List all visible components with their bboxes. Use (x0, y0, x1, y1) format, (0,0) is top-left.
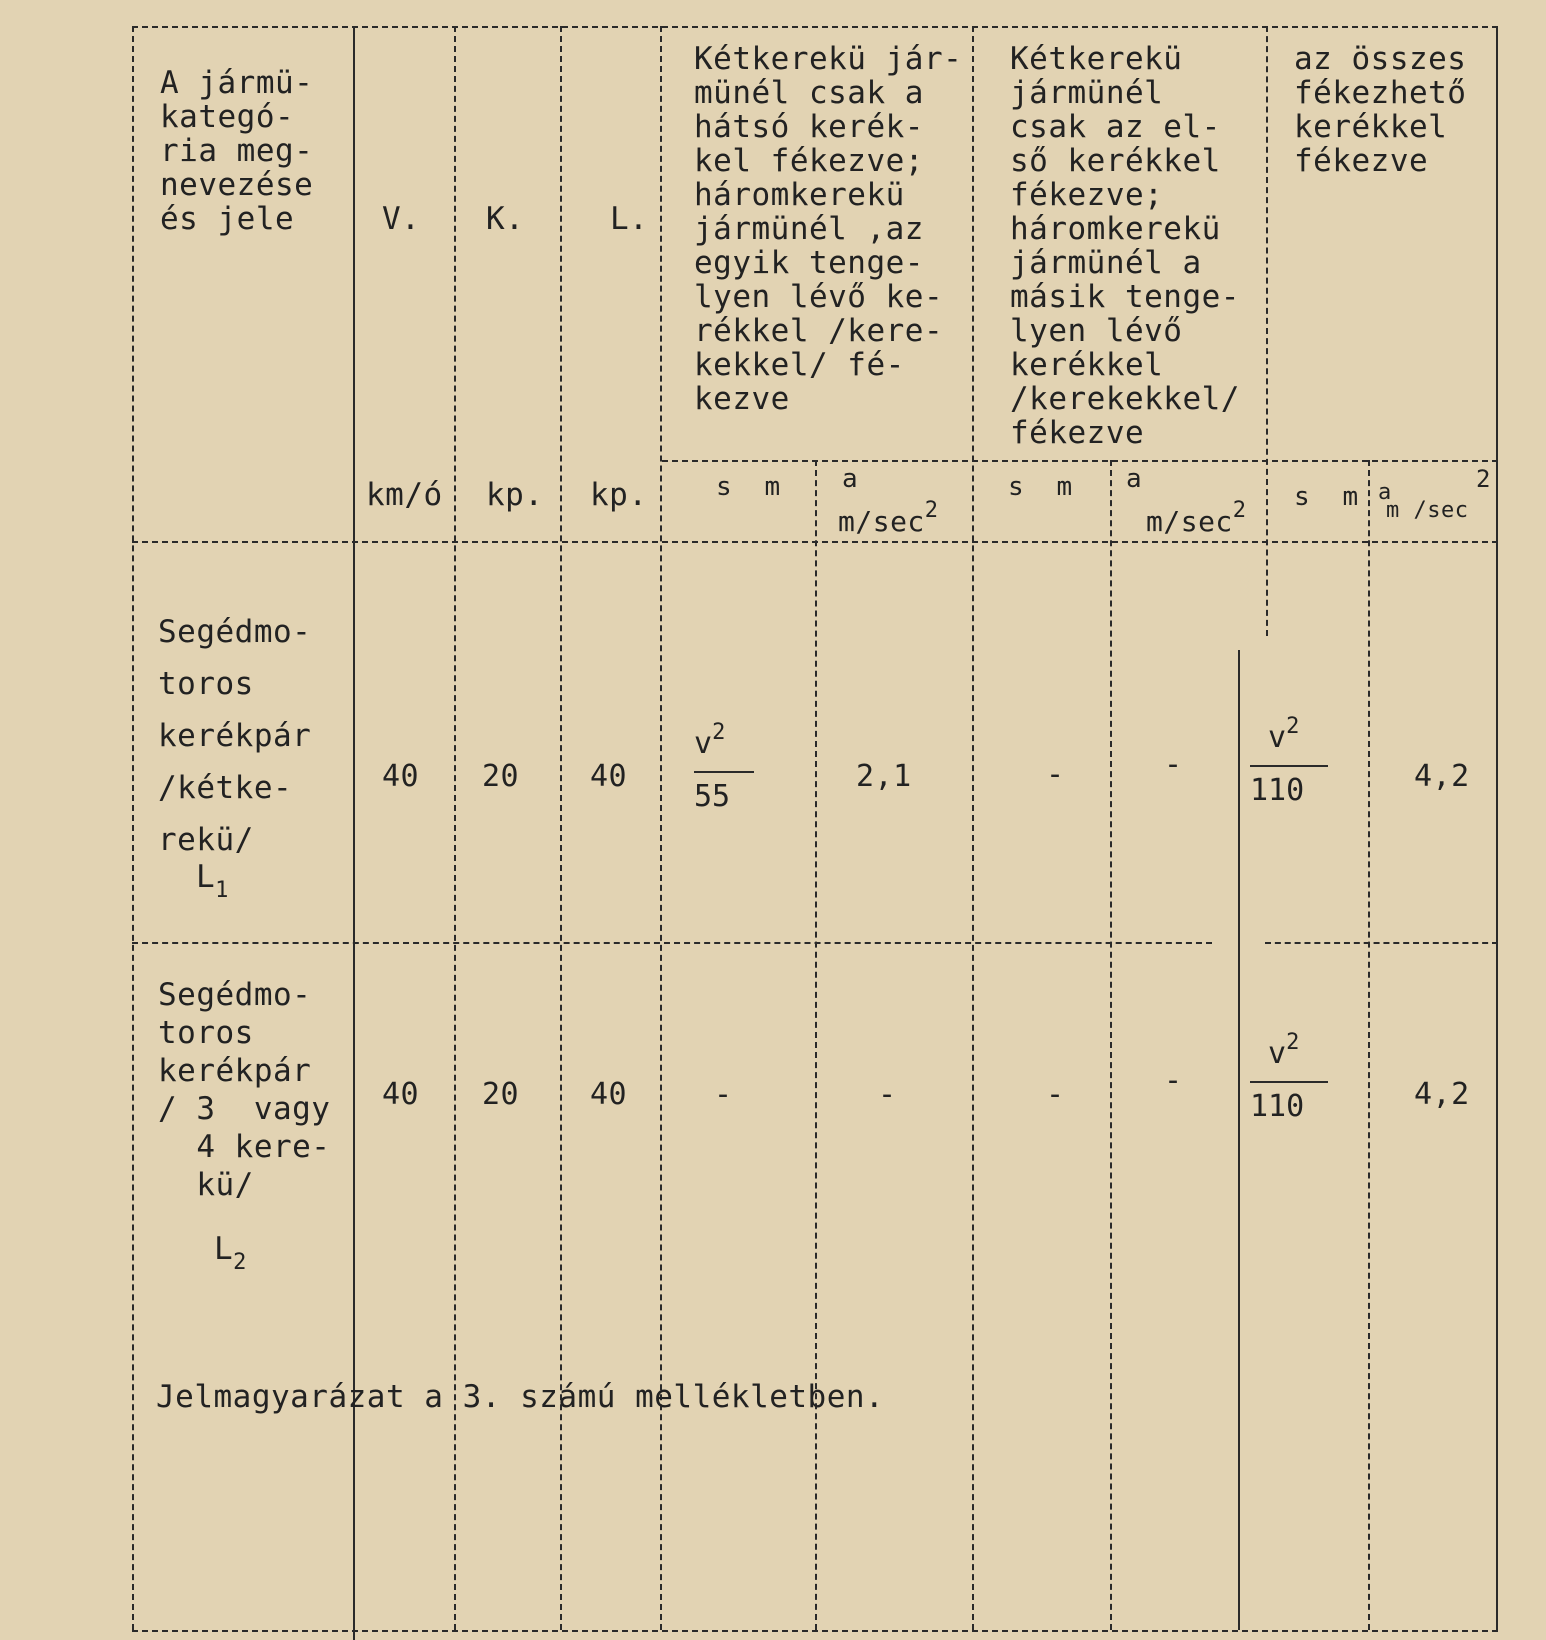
row2-k: 20 (482, 1077, 520, 1112)
unit-s1: s m (716, 472, 781, 502)
col-border-5 (815, 460, 817, 1630)
header-k: K. (486, 201, 525, 237)
row1-l: 40 (590, 759, 628, 794)
table-top-border (132, 26, 1498, 28)
row2-s3-num-sq: 2 (1286, 1030, 1300, 1055)
row1-s1-num-v: v (694, 726, 713, 761)
unit-a2: a (1126, 464, 1143, 494)
unit-a1-unit (838, 494, 939, 539)
header-l: L. (610, 201, 649, 237)
row1-k: 20 (482, 759, 520, 794)
row1-symbol-letter: L (196, 859, 216, 895)
row1-a2: - (1164, 747, 1183, 782)
row2-s3-num-v: v (1268, 1036, 1287, 1071)
row2-a3: 4,2 (1414, 1077, 1470, 1112)
unit-v: km/ó (366, 477, 443, 513)
table-bottom-border (132, 1630, 1498, 1632)
row2-v: 40 (382, 1077, 420, 1112)
row2-symbol (214, 1232, 247, 1280)
col-border-7 (1110, 460, 1112, 1630)
row1-s2: - (1046, 757, 1065, 792)
row1-a3: 4,2 (1414, 759, 1470, 794)
col-border-8 (1266, 26, 1268, 636)
unit-l: kp. (590, 477, 648, 513)
row1-s3-den: 110 (1250, 773, 1305, 808)
row1-s3-num-v: v (1268, 720, 1287, 755)
unit-a2-unit-text: m/sec (1146, 505, 1233, 538)
col-border-8b (1238, 650, 1240, 1630)
row2-s3-num (1250, 1030, 1328, 1071)
row1-a1: 2,1 (856, 759, 912, 794)
unit-a3-unit (1386, 494, 1468, 528)
row2-s3-fraction (1250, 1030, 1328, 1124)
row-divider-right (1265, 942, 1498, 944)
unit-k: kp. (486, 477, 544, 513)
row1-s1-num-sq: 2 (712, 720, 726, 745)
footer-note: Jelmagyarázat a 3. számú mellékletben. (156, 1379, 885, 1415)
row1-s3-num (1250, 714, 1328, 755)
unit-a3-unit-text: m /sec (1386, 498, 1469, 523)
row1-s1-num (694, 720, 754, 761)
unit-s3: s m (1294, 482, 1359, 512)
row1-v: 40 (382, 759, 420, 794)
unit-a3: a (1378, 480, 1392, 505)
col-border-9 (1368, 460, 1370, 1630)
row1-s1-den: 55 (694, 779, 731, 814)
header-all-brake: az összes fékezhető kerékkel fékezve (1294, 41, 1467, 179)
unit-a2-unit (1146, 494, 1247, 539)
row2-l: 40 (590, 1077, 628, 1112)
row1-s3-fraction (1250, 714, 1328, 808)
unit-a3-sq: 2 (1476, 465, 1491, 493)
row1-symbol-sub: 1 (215, 878, 229, 903)
row1-s3-num-sq: 2 (1286, 714, 1300, 739)
row2-s1: - (714, 1077, 733, 1112)
unit-a1-sq: 2 (924, 498, 939, 523)
unit-s2: s m (1008, 472, 1073, 502)
row2-s2: - (1046, 1077, 1065, 1112)
row1-s1-fraction (694, 720, 754, 814)
fraction-bar (694, 771, 754, 773)
row2-a2: - (1164, 1063, 1183, 1098)
header-v: V. (382, 201, 421, 237)
col-border-right (1496, 26, 1498, 1630)
col-border-6 (972, 26, 974, 1630)
unit-a2-sq: 2 (1232, 498, 1247, 523)
fraction-bar (1250, 1081, 1328, 1083)
unit-a1-unit-text: m/sec (838, 505, 925, 538)
row1-name: Segédmo- toros kerékpár /kétke- rekü/ (158, 614, 312, 858)
unit-a1: a (842, 464, 859, 494)
row-divider (132, 942, 1212, 944)
header-front-brake: Kétkerekü jármünél csak az el- ső kerékkel fékezve; háromkerekü jármünél a másik tenge- lyen lévő kerékkel /kerekekkel/ fékezve (1010, 41, 1240, 451)
row2-a1: - (878, 1077, 897, 1112)
header-rear-brake: Kétkerekü jár- münél csak a hátsó kerék- kel fékezve; háromkerekü jármünél ,az egyik tenge- lyen lévő ke- rékkel /kere- kekkel/ fé- kezve (694, 41, 963, 417)
header-category: A jármü- kategó- ria meg- nevezése és jele (160, 65, 314, 237)
fraction-bar (1250, 765, 1328, 767)
units-divider (662, 460, 1498, 462)
col-border-left (132, 26, 134, 1630)
row2-symbol-letter: L (214, 1231, 234, 1267)
row2-symbol-sub: 2 (233, 1250, 247, 1275)
row2-s3-den: 110 (1250, 1089, 1305, 1124)
row1-symbol (196, 860, 229, 908)
row2-name: Segédmo- toros kerékpár / 3 vagy 4 kere- kü/ (158, 977, 331, 1203)
